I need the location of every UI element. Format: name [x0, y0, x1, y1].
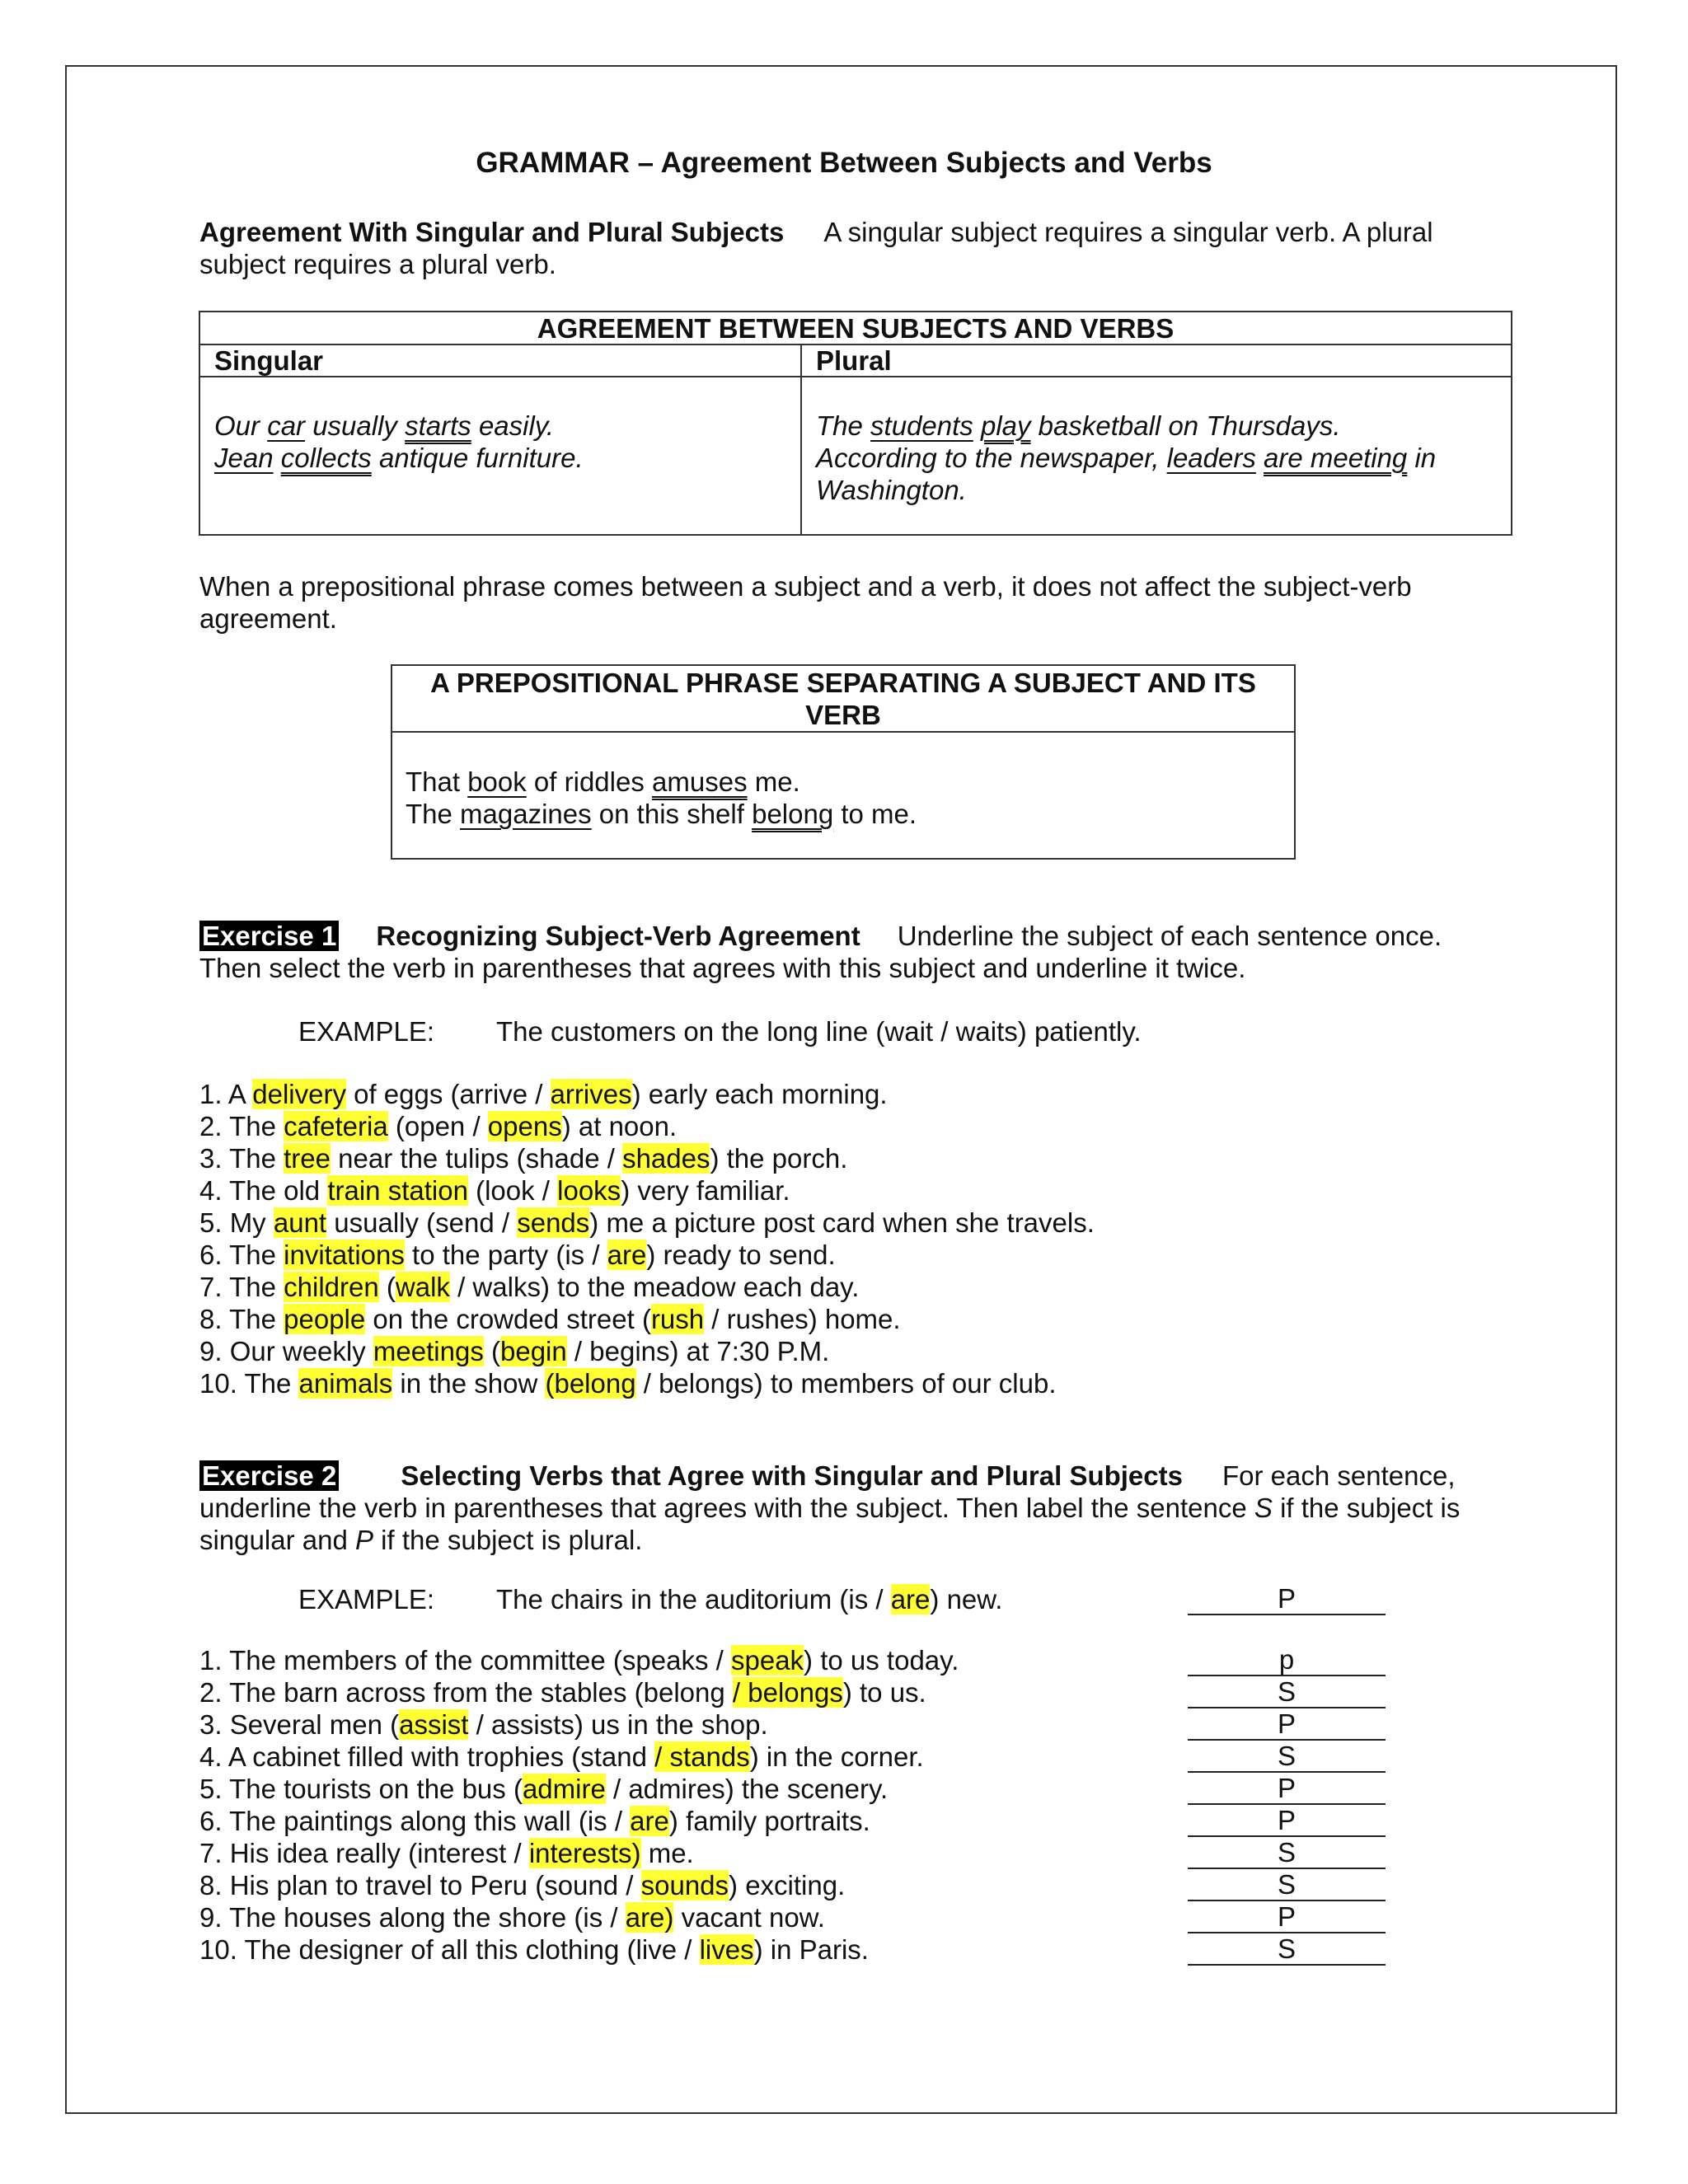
- prep-note-line-2: agreement.: [199, 603, 337, 634]
- exercise2-item: 9. The houses along the shore (is / are) vacant now.: [199, 1902, 825, 1933]
- exercise1-header: [199, 920, 1442, 952]
- exercise1-item: 4. The old train station (look / looks) very familiar.: [199, 1175, 790, 1206]
- exercise2-instructions: underline the verb in parentheses that agrees with the subject. Then label the sentence S if the subject is: [199, 1493, 1461, 1523]
- answer-blank[interactable]: P: [1188, 1774, 1386, 1805]
- prep-example: That book of riddles amuses me.: [406, 766, 800, 797]
- exercise2-instructions: singular and P if the subject is plural.: [199, 1525, 643, 1555]
- exercise1-item: 7. The children (walk / walks) to the meadow each day.: [199, 1272, 860, 1302]
- col-singular-header: Singular: [214, 345, 324, 376]
- exercise1-item: 1. A delivery of eggs (arrive / arrives) early each morning.: [199, 1079, 888, 1109]
- answer-blank[interactable]: S: [1188, 1934, 1386, 1966]
- exercise1-heading: Recognizing Subject-Verb Agreement: [376, 921, 860, 951]
- exercise2-item: 3. Several men (assist / assists) us in the shop.: [199, 1709, 768, 1740]
- answer-blank[interactable]: P: [1188, 1806, 1386, 1837]
- exercise2-header: [199, 1460, 1455, 1492]
- prep-phrase-table-title: A PREPOSITIONAL PHRASE SEPARATING A SUBJECT AND ITS: [430, 668, 1256, 698]
- exercise2-item: 6. The paintings along this wall (is / are) family portraits.: [199, 1806, 870, 1836]
- plural-example: According to the newspaper, leaders are meeting in: [816, 443, 1437, 473]
- exercise2-heading: Selecting Verbs that Agree with Singular and Plural Subjects: [401, 1460, 1183, 1491]
- exercise1-example-label: EXAMPLE:: [298, 1016, 435, 1047]
- answer-blank[interactable]: S: [1188, 1838, 1386, 1869]
- answer-blank[interactable]: S: [1188, 1677, 1386, 1708]
- exercise1-item: 10. The animals in the show (belong / belongs) to members of our club.: [199, 1368, 1057, 1399]
- answer-blank[interactable]: p: [1188, 1645, 1386, 1676]
- exercise2-item: 10. The designer of all this clothing (live / lives) in Paris.: [199, 1934, 869, 1965]
- exercise1-item: 2. The cafeteria (open / opens) at noon.: [199, 1111, 678, 1141]
- exercise2-item: 1. The members of the committee (speaks / speak) to us today.: [199, 1645, 959, 1675]
- singular-example: Jean collects antique furniture.: [214, 443, 584, 473]
- exercise2-tag: Exercise 2: [199, 1460, 339, 1491]
- exercise2-example: The chairs in the auditorium (is / are) new.: [496, 1584, 1003, 1615]
- table-divider: [800, 344, 802, 536]
- exercise2-item: 4. A cabinet filled with trophies (stand / stands) in the corner.: [199, 1741, 924, 1772]
- exercise1-item: 9. Our weekly meetings (begin / begins) at 7:30 P.M.: [199, 1336, 830, 1366]
- exercise1-example: The customers on the long line (wait / waits) patiently.: [496, 1016, 1142, 1047]
- intro-line-1: [199, 216, 1433, 248]
- prep-phrase-table-title: VERB: [805, 700, 881, 730]
- exercise1-item: 3. The tree near the tulips (shade / shades) the porch.: [199, 1143, 848, 1174]
- answer-blank[interactable]: P: [1188, 1709, 1386, 1741]
- exercise1-instructions: Then select the verb in parentheses that agrees with this subject and underline it twice.: [199, 953, 1246, 983]
- exercise2-item: 8. His plan to travel to Peru (sound / sounds) exciting.: [199, 1870, 846, 1900]
- exercise1-tag: Exercise 1: [199, 921, 339, 951]
- plural-example: The students play basketball on Thursdays.: [816, 410, 1341, 441]
- exercise1-instructions: Underline the subject of each sentence once.: [897, 921, 1442, 951]
- intro-heading: Agreement With Singular and Plural Subjects: [199, 217, 785, 247]
- agreement-table-title: AGREEMENT BETWEEN SUBJECTS AND VERBS: [537, 313, 1175, 344]
- singular-example: Our car usually starts easily.: [214, 410, 555, 441]
- exercise1-item: 5. My aunt usually (send / sends) me a picture post card when she travels.: [199, 1207, 1095, 1238]
- example-answer-blank: P: [1188, 1584, 1386, 1615]
- exercise2-instructions: For each sentence,: [1221, 1460, 1456, 1491]
- prep-example: The magazines on this shelf belong to me.: [406, 799, 917, 829]
- page-title: GRAMMAR – Agreement Between Subjects and Verbs: [476, 147, 1212, 179]
- exercise2-item: 7. His idea really (interest / interests) me.: [199, 1838, 694, 1868]
- exercise2-item: 5. The tourists on the bus (admire / admires) the scenery.: [199, 1774, 889, 1804]
- table-divider: [391, 731, 1296, 733]
- prep-note-line-1: When a prepositional phrase comes between a subject and a verb, it does not affect the subject-verb: [199, 571, 1412, 602]
- answer-blank[interactable]: S: [1188, 1870, 1386, 1901]
- col-plural-header: Plural: [816, 345, 892, 376]
- exercise1-item: 6. The invitations to the party (is / are) ready to send.: [199, 1240, 836, 1270]
- exercise1-item: 8. The people on the crowded street (rush / rushes) home.: [199, 1304, 901, 1334]
- plural-example: Washington.: [816, 475, 967, 505]
- answer-blank[interactable]: P: [1188, 1902, 1386, 1933]
- answer-blank[interactable]: S: [1188, 1741, 1386, 1773]
- intro-line-2: subject requires a plural verb.: [199, 249, 556, 279]
- intro-text: A singular subject requires a singular verb. A plural: [823, 217, 1433, 247]
- exercise2-example-label: EXAMPLE:: [298, 1584, 435, 1615]
- exercise2-item: 2. The barn across from the stables (belong / belongs) to us.: [199, 1677, 926, 1708]
